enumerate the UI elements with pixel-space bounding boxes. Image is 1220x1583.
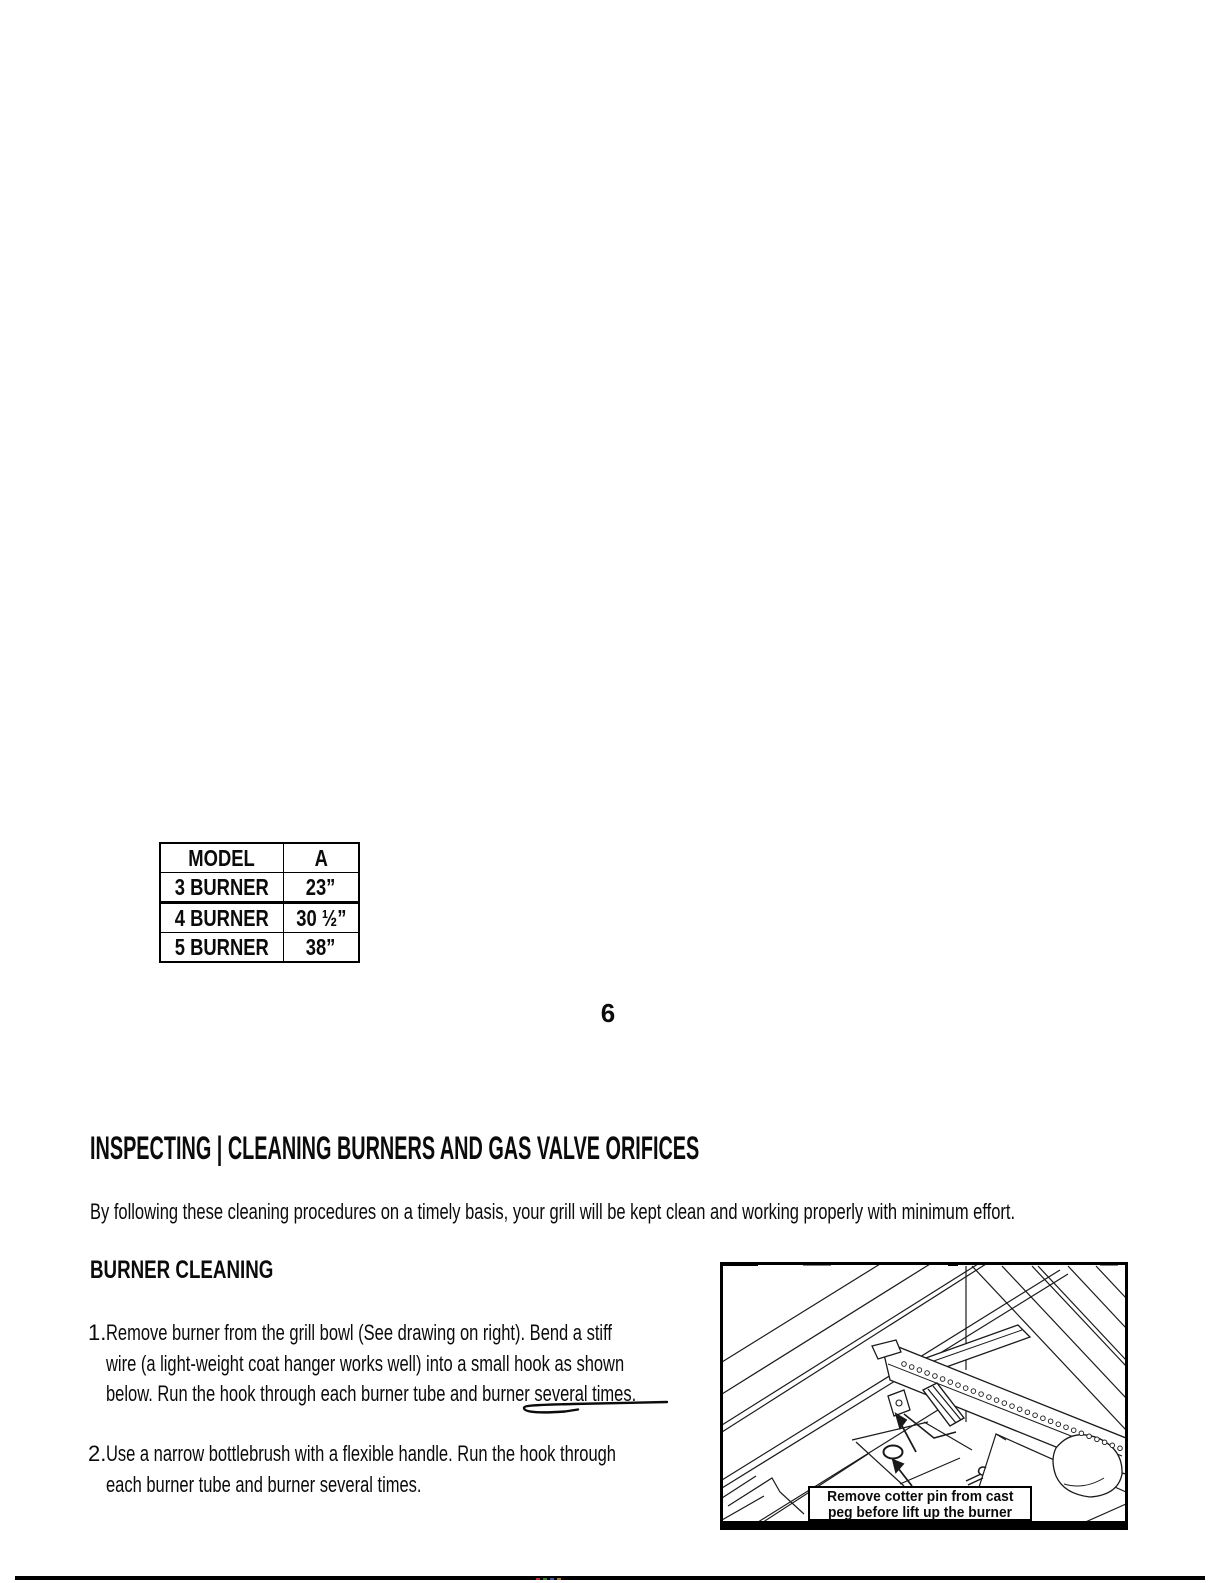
table-cell-a: 38” bbox=[284, 933, 360, 963]
burner-dimension-table bbox=[159, 842, 360, 963]
cast-peg-hole bbox=[884, 1446, 903, 1459]
burner-removal-figure bbox=[720, 1262, 1128, 1530]
table-header-model: MODEL bbox=[160, 843, 284, 873]
scan-artifact bbox=[536, 1578, 540, 1580]
caption-line: peg before lift up the burner bbox=[827, 1503, 1012, 1521]
step-line: wire (a light-weight coat hanger works well) into a small hook as shown bbox=[106, 1350, 625, 1376]
table-header-row bbox=[160, 843, 359, 873]
figure-caption bbox=[808, 1486, 1032, 1521]
page-bottom-rule bbox=[15, 1576, 1205, 1580]
scan-artifact bbox=[543, 1578, 547, 1580]
step-line: each burner tube and burner several times. bbox=[106, 1471, 422, 1497]
intro-paragraph: By following these cleaning procedures on a timely basis, your grill will be kept clean and working properly with minimum effort. bbox=[90, 1199, 1016, 1224]
scan-artifact bbox=[557, 1578, 561, 1580]
table-row bbox=[160, 903, 359, 933]
table-header-a: A bbox=[284, 843, 360, 873]
subsection-title: BURNER CLEANING bbox=[90, 1256, 274, 1284]
section-title: INSPECTING | CLEANING BURNERS AND GAS VALVE ORIFICES bbox=[90, 1130, 700, 1166]
step-text bbox=[106, 1439, 616, 1500]
table-cell-model: 3 BURNER bbox=[160, 873, 284, 903]
table-cell-model: 4 BURNER bbox=[160, 903, 284, 933]
table-row bbox=[160, 873, 359, 903]
step-line: Use a narrow bottlebrush with a flexible handle. Run the hook through bbox=[106, 1441, 616, 1466]
table-cell-a: 23” bbox=[284, 873, 360, 903]
step-1 bbox=[88, 1318, 813, 1410]
step-line: below. Run the hook through each burner tube and burner several times. bbox=[106, 1381, 637, 1406]
hook-icon bbox=[518, 1394, 670, 1418]
wire-hook-drawing bbox=[518, 1394, 670, 1418]
step-number: 1. bbox=[88, 1320, 107, 1345]
table-cell-model: 5 BURNER bbox=[160, 933, 284, 963]
page-number: 6 bbox=[600, 998, 616, 1028]
step-line: Remove burner from the grill bowl (See drawing on right). Bend a stiff bbox=[106, 1320, 612, 1345]
scan-artifact bbox=[550, 1578, 554, 1580]
caption-line: Remove cotter pin from cast bbox=[826, 1488, 1014, 1505]
table-cell-a: 30 ½” bbox=[284, 903, 360, 933]
step-number: 2. bbox=[88, 1441, 107, 1466]
table-row bbox=[160, 933, 359, 963]
step-2 bbox=[88, 1439, 786, 1500]
